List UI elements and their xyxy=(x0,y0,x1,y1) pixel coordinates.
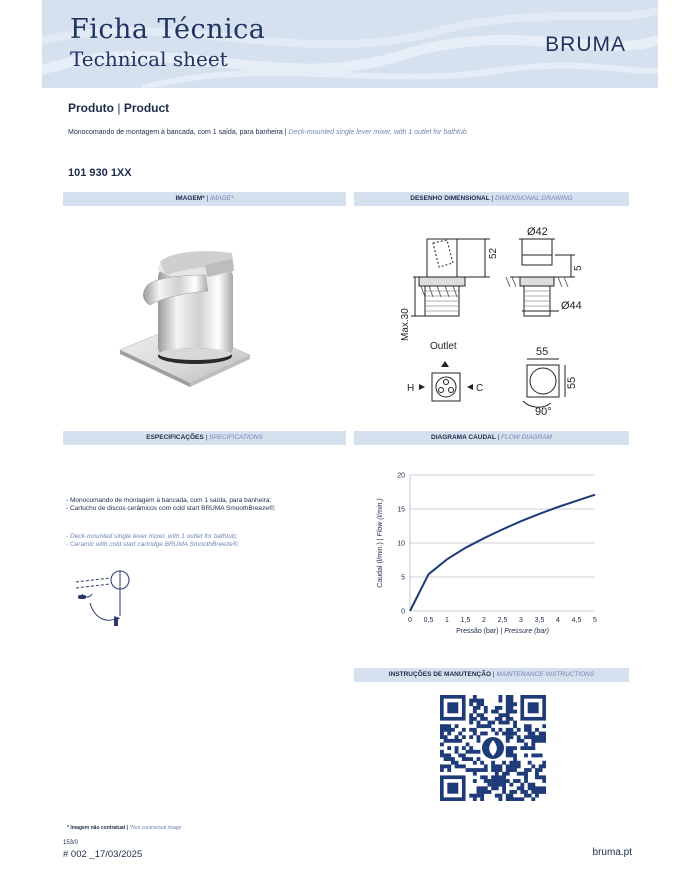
spec-item: - Deck-mounted single lever mixer, with 1 outlet for bathtub; xyxy=(66,533,238,540)
section-maint-pt: INSTRUÇÕES DE MANUTENÇÃO xyxy=(388,671,491,678)
section-specs-en: SPECIFICATIONS xyxy=(209,434,263,441)
separator: | xyxy=(377,538,384,541)
x-tick-label: 2 xyxy=(482,617,486,624)
dim-height-5: 5 xyxy=(573,265,584,271)
section-drawing-pt: DESENHO DIMENSIONAL xyxy=(410,195,490,202)
product-heading xyxy=(68,101,169,115)
dim-height-55: 55 xyxy=(566,376,578,389)
y-axis-label-en: Flow (l/min.) xyxy=(377,498,384,537)
separator: | xyxy=(206,195,209,202)
x-tick-label: 0 xyxy=(408,617,412,624)
spec-item: - Monocomando de montagem à bancada, com 1 saída, para banheira; xyxy=(66,497,272,504)
outlet-label: Outlet xyxy=(430,341,457,352)
title-portuguese: Ficha Técnica xyxy=(70,14,266,45)
separator: | xyxy=(492,671,495,678)
product-heading-en: Product xyxy=(123,101,170,115)
dim-diameter-42: Ø42 xyxy=(527,226,548,238)
hot-label: H xyxy=(407,383,415,394)
y-tick-label: 15 xyxy=(397,506,405,514)
spec-item: - Cartucho de discos cerâmicos com cold start BRUMA SmoothBreeze®; xyxy=(66,505,276,512)
y-tick-label: 5 xyxy=(401,574,405,582)
separator: | xyxy=(500,628,503,635)
flow-series-line xyxy=(410,495,595,611)
document-reference: 153/0 xyxy=(63,840,79,846)
y-tick-label: 0 xyxy=(401,608,405,616)
dimensional-drawing xyxy=(395,215,595,420)
x-tick-label: 5 xyxy=(593,617,597,624)
section-flow-en: FLOW DIAGRAM xyxy=(501,434,552,441)
rotation-90: 90° xyxy=(535,406,552,418)
description-pt: Monocomando de montagem à bancada, com 1 saída, para banheira xyxy=(68,129,283,136)
x-tick-label: 0,5 xyxy=(423,617,434,624)
x-tick-label: 3,5 xyxy=(534,617,545,624)
brand-logo: BRUMA xyxy=(545,33,626,56)
section-maint-en: MAINTENANCE INSTRUCTIONS xyxy=(496,671,595,678)
product-heading-pt: Produto xyxy=(68,101,114,115)
header-banner xyxy=(42,0,658,88)
dim-max-30: Max.30 xyxy=(400,308,411,341)
image-footnote xyxy=(67,825,181,831)
title-english: Technical sheet xyxy=(70,47,228,71)
maintenance-qr-code[interactable] xyxy=(440,695,546,801)
section-flow-pt: DIAGRAMA CAUDAL xyxy=(431,434,496,441)
y-tick-label: 10 xyxy=(397,540,405,548)
section-flow-header xyxy=(354,431,629,445)
separator: | xyxy=(491,195,494,202)
description-en: Deck-mounted single lever mixer, with 1 outlet for bathtub xyxy=(288,129,467,136)
flow-diagram-chart xyxy=(370,463,620,643)
dim-width-55: 55 xyxy=(536,346,549,358)
y-axis-label xyxy=(377,498,384,587)
y-axis-label-pt: Caudal (l/min.) xyxy=(377,542,384,588)
lever-operation-icon xyxy=(70,568,140,628)
separator: | xyxy=(126,825,128,831)
y-tick-label: 20 xyxy=(397,472,405,480)
x-tick-label: 1 xyxy=(445,617,449,624)
specs-list-en xyxy=(66,533,239,549)
x-axis-label-pt: Pressão (bar) xyxy=(456,628,499,635)
specs-list-pt xyxy=(66,497,276,513)
separator: | xyxy=(117,101,121,115)
x-tick-label: 1,5 xyxy=(460,617,471,624)
section-drawing-en: DIMENSIONAL DRAWING xyxy=(494,195,573,202)
separator: | xyxy=(205,434,208,441)
section-image-header xyxy=(63,192,346,206)
spec-item: - Ceramic with cold start cartridge BRUMA SmoothBreeze®; xyxy=(66,541,240,548)
cold-label: C xyxy=(476,383,484,394)
footnote-en: *Non contractual image xyxy=(129,825,182,831)
section-image-en: IMAGE* xyxy=(210,195,234,202)
x-tick-label: 2,5 xyxy=(497,617,508,624)
section-maintenance-header xyxy=(354,668,629,682)
separator: | xyxy=(497,434,500,441)
x-axis-label xyxy=(456,628,549,635)
product-code: 101 930 1XX xyxy=(68,167,132,179)
section-drawing-header xyxy=(354,192,629,206)
dim-height-52: 52 xyxy=(488,247,499,259)
dim-diameter-44: Ø44 xyxy=(561,300,582,312)
separator: | xyxy=(284,129,287,136)
document-number-date: # 002 _17/03/2025 xyxy=(63,849,143,860)
website-link[interactable]: bruma.pt xyxy=(592,847,632,858)
section-specs-header xyxy=(63,431,346,445)
x-tick-label: 4 xyxy=(556,617,560,624)
x-tick-label: 4,5 xyxy=(571,617,582,624)
product-image xyxy=(110,235,260,390)
x-axis-label-en: Pressure (bar) xyxy=(504,628,549,635)
section-image-pt: IMAGEM* xyxy=(175,195,205,202)
x-tick-label: 3 xyxy=(519,617,523,624)
section-specs-pt: ESPECIFICAÇÕES xyxy=(146,434,204,441)
product-description xyxy=(68,129,467,136)
footnote-pt: * Imagem não contratual xyxy=(67,825,126,831)
